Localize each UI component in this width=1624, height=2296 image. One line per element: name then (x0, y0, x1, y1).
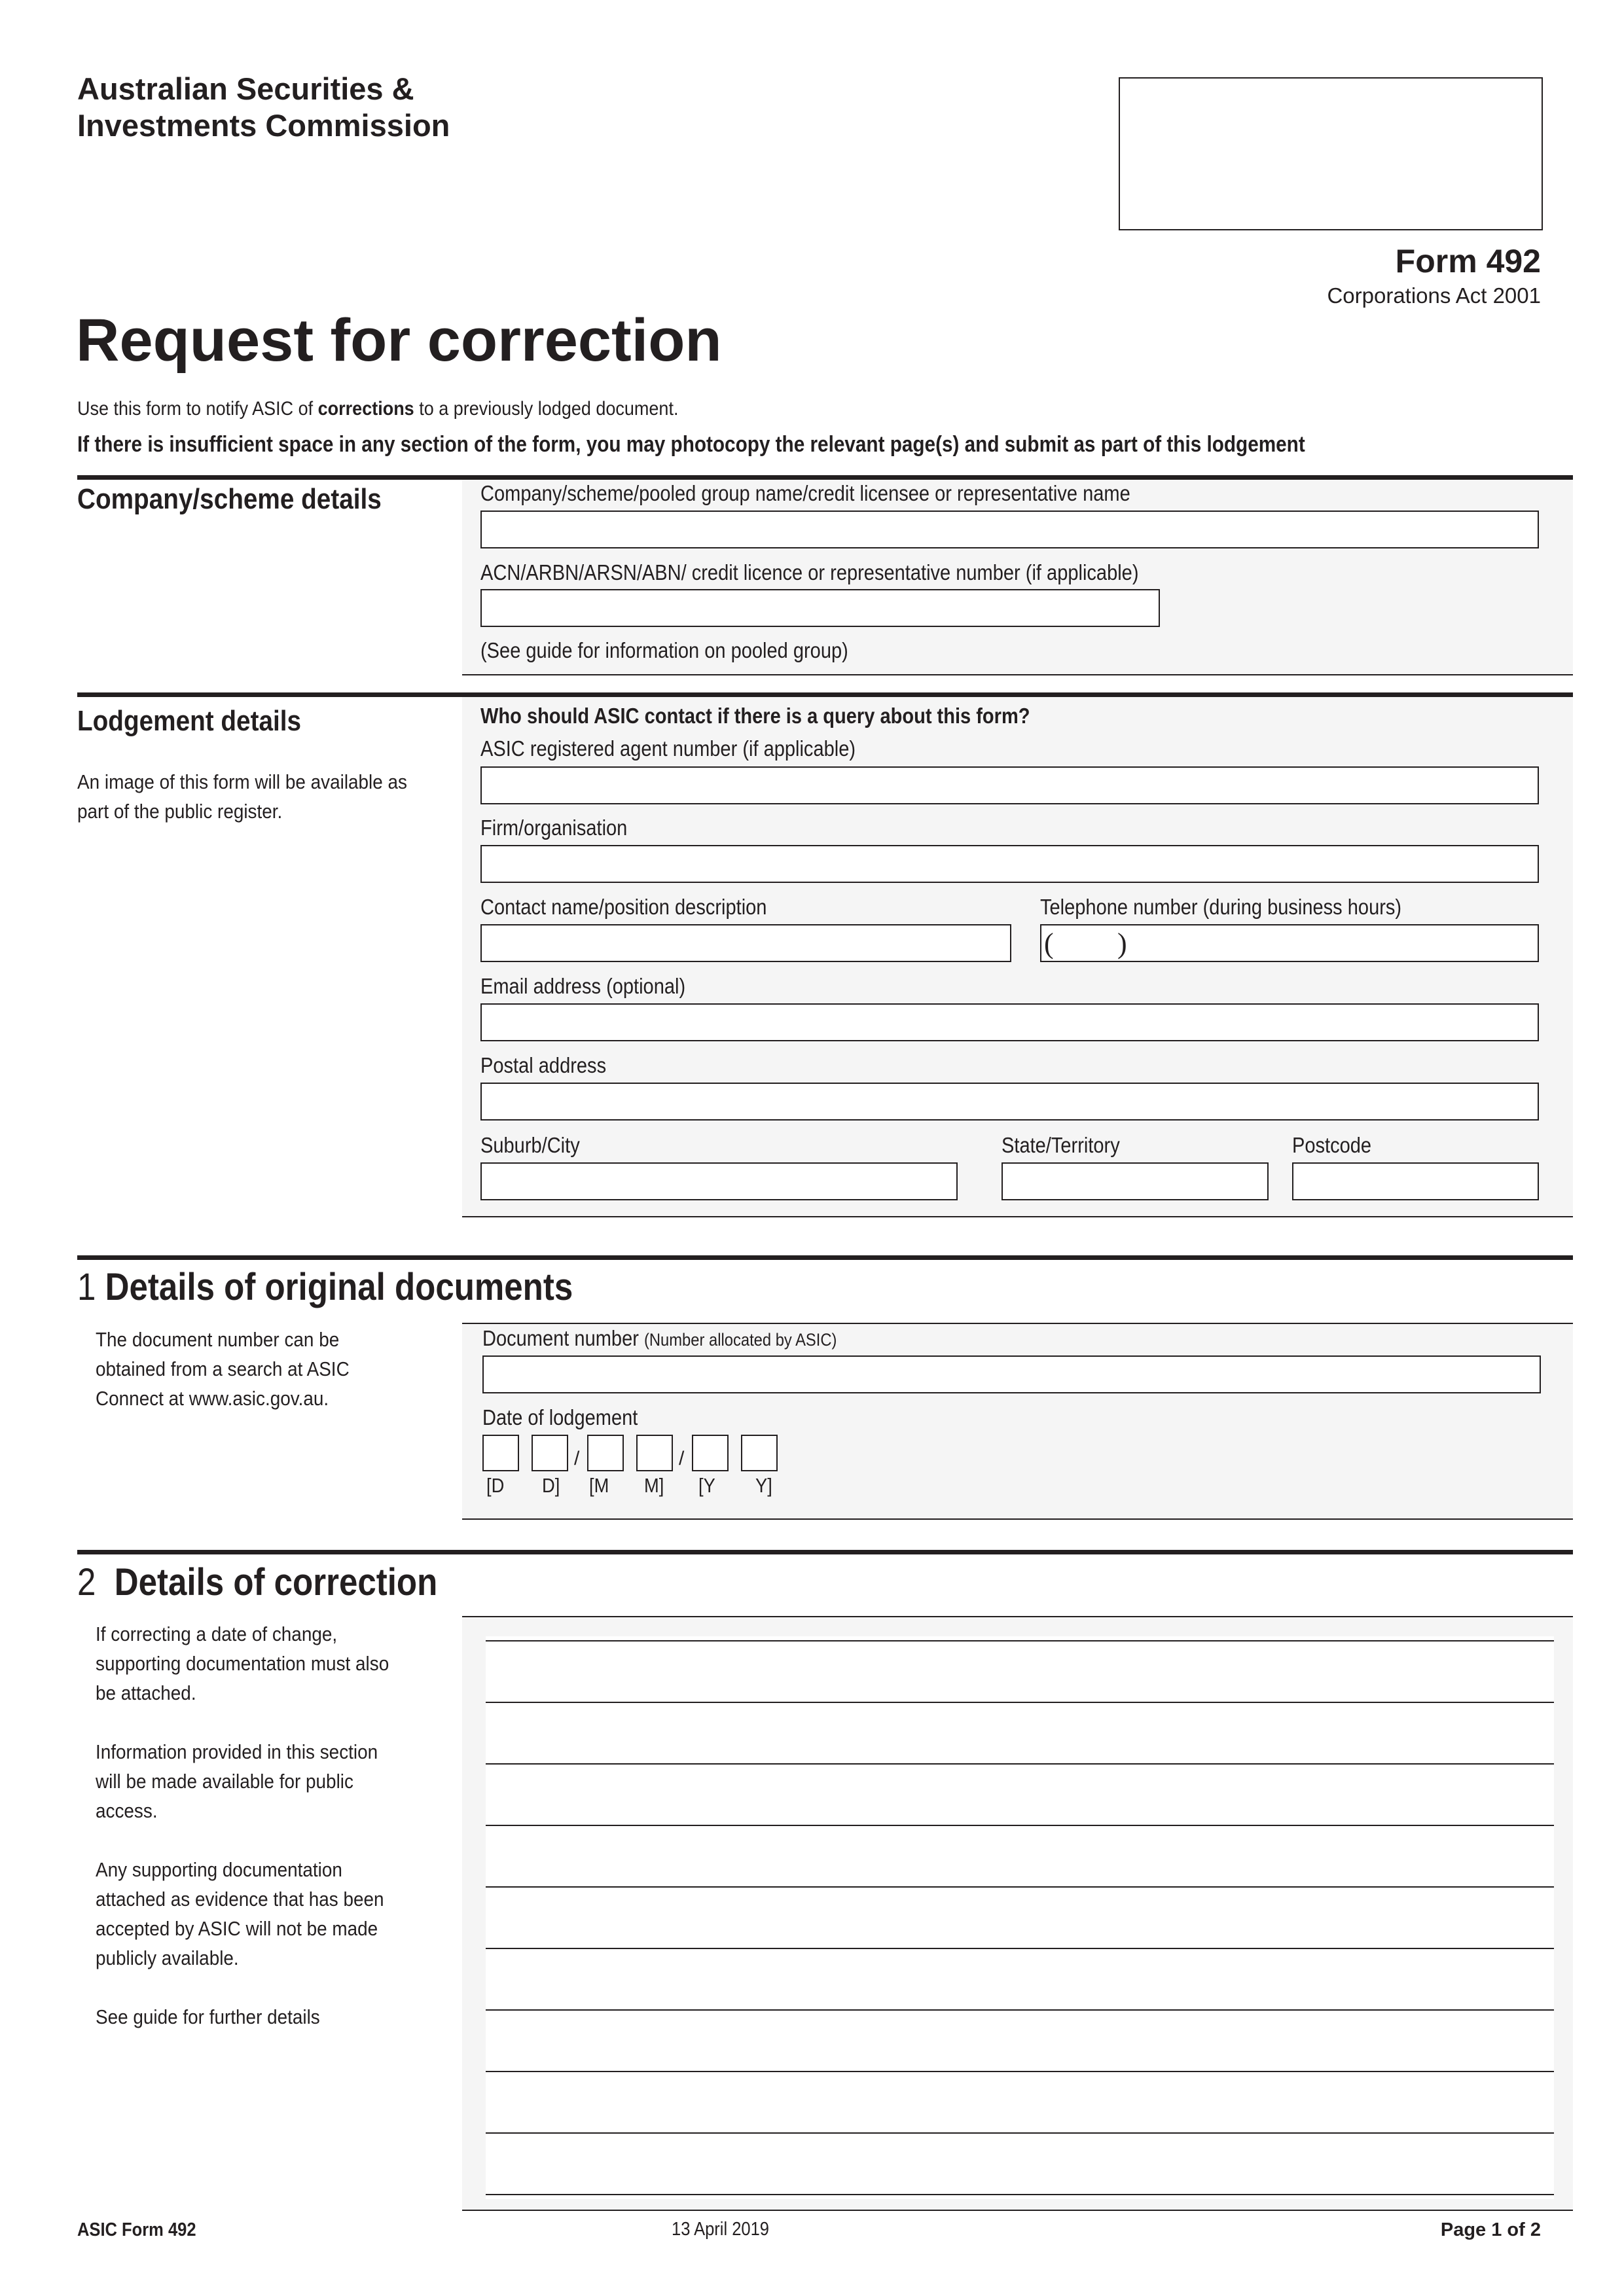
date-separator: / (574, 1448, 580, 1469)
intro-text-post: to a previously lodged document. (414, 398, 679, 420)
correction-line (486, 2071, 1554, 2072)
firm-label: Firm/organisation (480, 816, 628, 840)
correction-line (486, 1825, 1554, 1826)
correction-line (486, 1948, 1554, 1949)
telephone-label: Telephone number (during business hours) (1040, 895, 1402, 919)
intro-text (77, 398, 678, 420)
state-field[interactable] (1001, 1162, 1269, 1200)
date-day-digit-1[interactable] (482, 1435, 519, 1471)
date-hint-y1: [Y (698, 1474, 715, 1497)
date-hint-m1: [M (589, 1474, 609, 1497)
email-field[interactable] (480, 1003, 1539, 1041)
agent-number-field[interactable] (480, 766, 1539, 804)
date-year-digit-2[interactable] (741, 1435, 778, 1471)
postcode-label: Postcode (1292, 1133, 1372, 1157)
company-section-bottom-rule (462, 674, 1573, 675)
correction-line (486, 1763, 1554, 1765)
suburb-field[interactable] (480, 1162, 958, 1200)
date-year-digit-1[interactable] (692, 1435, 729, 1471)
lodgement-section-bottom-rule (462, 1216, 1573, 1217)
date-hint-m2: M] (644, 1474, 664, 1497)
page-title: Request for correction (76, 307, 722, 374)
state-label: State/Territory (1001, 1133, 1120, 1157)
date-month-digit-2[interactable] (636, 1435, 673, 1471)
document-number-label-hint: (Number allocated by ASIC) (643, 1330, 837, 1350)
footer-date: 13 April 2019 (672, 2219, 769, 2240)
email-label: Email address (optional) (480, 974, 686, 998)
date-month-digit-1[interactable] (587, 1435, 624, 1471)
telephone-area-close: ) (1117, 927, 1127, 960)
date-lodgement-label: Date of lodgement (482, 1405, 638, 1429)
contact-name-field[interactable] (480, 924, 1011, 962)
section2-note-supporting-docs: Any supporting documentation attached as evidence that has been accepted by ASIC will not be made publicly available. (96, 1858, 384, 1969)
org-name-line1: Australian Securities & (77, 71, 414, 106)
firm-field[interactable] (480, 845, 1539, 883)
footer-page-number: Page 1 of 2 (1440, 2219, 1541, 2240)
contact-question: Who should ASIC contact if there is a query about this form? (480, 704, 1030, 728)
section1-number: 1 (77, 1266, 96, 1308)
act-name: Corporations Act 2001 (1327, 283, 1541, 308)
section2-title: Details of correction (114, 1561, 438, 1604)
section2-note-guide: See guide for further details (96, 2005, 320, 2028)
org-name-line2: Investments Commission (77, 108, 450, 143)
section1-bottom-rule (462, 1518, 1573, 1520)
section2-heading (77, 1560, 437, 1604)
office-use-box (1119, 77, 1543, 230)
company-section-rule (77, 475, 1573, 480)
correction-line (486, 2194, 1554, 2195)
document-number-label (482, 1326, 837, 1351)
company-name-label: Company/scheme/pooled group name/credit licensee or representative name (480, 481, 1130, 505)
intro-text-bold: corrections (317, 398, 414, 420)
company-number-field[interactable] (480, 589, 1160, 627)
date-separator: / (679, 1448, 685, 1469)
date-day-digit-2[interactable] (532, 1435, 568, 1471)
form-number: Form 492 (1395, 243, 1541, 279)
org-name (77, 71, 450, 144)
postal-address-label: Postal address (480, 1053, 607, 1077)
correction-line (486, 1640, 1554, 1641)
section2-number: 2 (77, 1561, 96, 1604)
company-number-label: ACN/ARBN/ARSN/ABN/ credit licence or representative number (if applicable) (480, 560, 1139, 584)
correction-writing-area[interactable] (486, 1636, 1554, 2199)
correction-line (486, 1702, 1554, 1703)
company-name-field[interactable] (480, 511, 1539, 548)
telephone-field[interactable] (1040, 924, 1539, 962)
section2-side-notes (96, 1619, 402, 2032)
lodgement-section-heading: Lodgement details (77, 705, 302, 737)
section1-side-note: The document number can be obtained from a search at ASIC Connect at www.asic.gov.au. (96, 1328, 350, 1410)
agent-number-label: ASIC registered agent number (if applicable) (480, 736, 856, 761)
lodgement-side-note: An image of this form will be available as part of the public register. (77, 770, 407, 823)
section2-note-public-access: Information provided in this section will be made available for public access. (96, 1740, 378, 1822)
space-note: If there is insufficient space in any section of the form, you may photocopy the relevant page(s) and submit as part of this lodgement (77, 432, 1305, 457)
telephone-area-open: ( (1044, 927, 1054, 960)
correction-line (486, 1886, 1554, 1888)
lodgement-section-rule (77, 692, 1573, 697)
section2-note-date-change: If correcting a date of change, supporting documentation must also be attached. (96, 1623, 389, 1704)
section1-title: Details of original documents (105, 1266, 573, 1308)
correction-line (486, 2132, 1554, 2134)
section1-heading (77, 1265, 573, 1309)
section2-bottom-rule (462, 2210, 1573, 2211)
correction-line (486, 2009, 1554, 2011)
document-number-field[interactable] (482, 1355, 1541, 1393)
postcode-field[interactable] (1292, 1162, 1539, 1200)
section2-rule (77, 1550, 1573, 1554)
footer-form-name: ASIC Form 492 (77, 2219, 196, 2240)
document-number-label-main: Document number (482, 1326, 639, 1350)
date-hint-y2: Y] (755, 1474, 772, 1497)
intro-text-pre: Use this form to notify ASIC of (77, 398, 318, 420)
company-section-heading: Company/scheme details (77, 483, 382, 515)
date-hint-d2: D] (542, 1474, 560, 1497)
postal-address-field[interactable] (480, 1083, 1539, 1121)
section1-rule (77, 1255, 1573, 1260)
suburb-label: Suburb/City (480, 1133, 580, 1157)
pooled-group-note: (See guide for information on pooled group) (480, 638, 848, 662)
contact-name-label: Contact name/position description (480, 895, 767, 919)
date-hint-d1: [D (486, 1474, 505, 1497)
